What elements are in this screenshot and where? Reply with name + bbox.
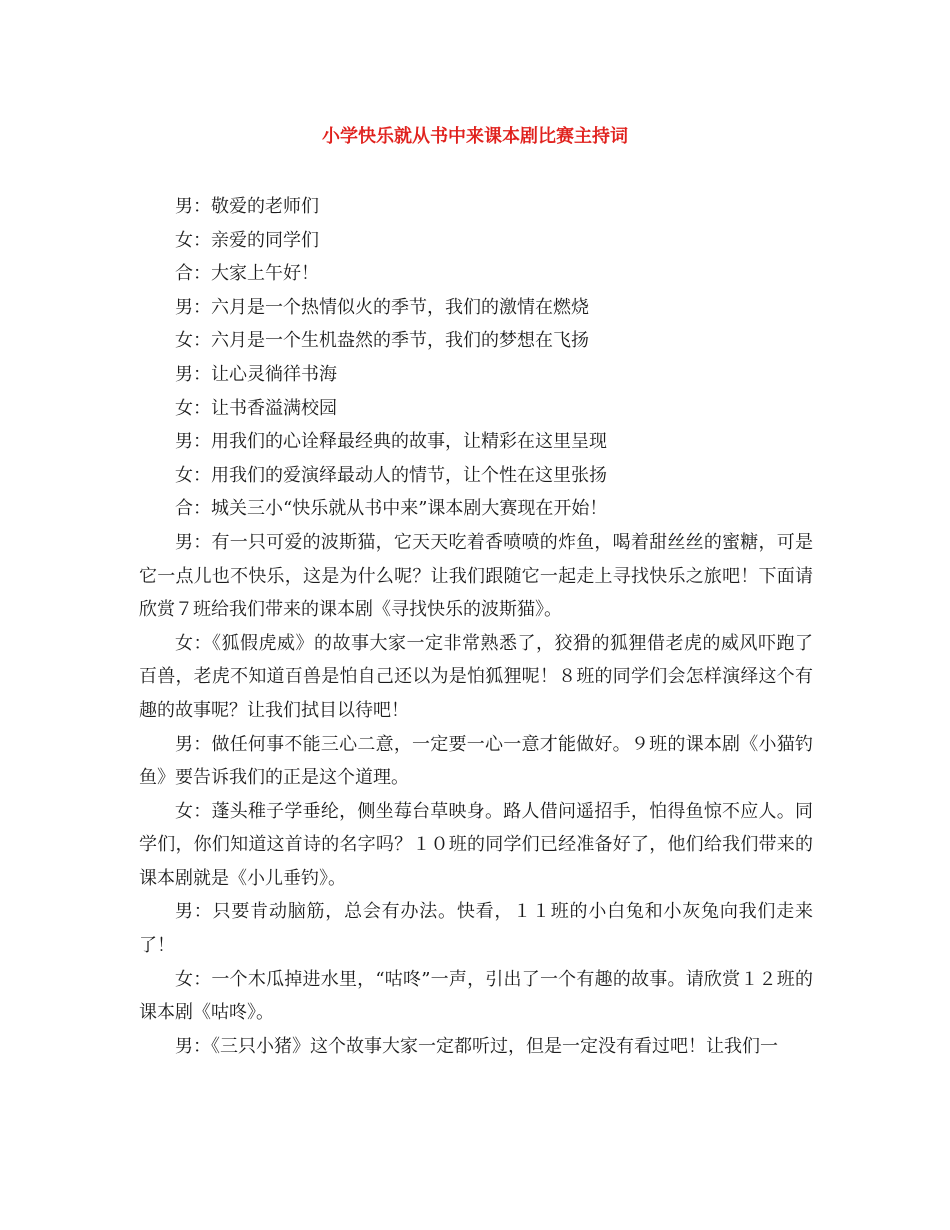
paragraph: 男：用我们的心诠释最经典的故事，让精彩在这里呈现 — [175, 431, 607, 453]
paragraph: 女：六月是一个生机盎然的季节，我们的梦想在飞扬 — [175, 330, 589, 352]
paragraph: 合：城关三小“快乐就从书中来”课本剧大赛现在开始！ — [175, 498, 608, 520]
paragraph: 女：用我们的爱演绎最动人的情节，让个性在这里张扬 — [175, 464, 607, 486]
paragraph: 女：让书香溢满校园 — [175, 397, 337, 419]
paragraph: 女：亲爱的同学们 — [175, 229, 319, 251]
paragraph: 男：只要肯动脑筋，总会有办法。快看，１１班的小白兔和小灰兔向我们走来了！ — [139, 901, 813, 957]
document-body — [139, 190, 813, 1063]
paragraph: 女：一个木瓜掉进水里，“咕咚”一声，引出了一个有趣的故事。请欣赏１２班的课本剧《咕咚》。 — [139, 968, 813, 1024]
document-title: 小学快乐就从书中来课本剧比赛主持词 — [322, 126, 628, 147]
paragraph: 女：《狐假虎威》的故事大家一定非常熟悉了，狡猾的狐狸借老虎的威风吓跑了百兽，老虎不知道百兽是怕自己还以为是怕狐狸呢！８班的同学们会怎样演绎这个有趣的故事呢？让我们拭目以待吧！ — [139, 632, 813, 721]
paragraph: 男：让心灵徜徉书海 — [175, 363, 337, 385]
paragraph: 男：六月是一个热情似火的季节，我们的激情在燃烧 — [175, 296, 589, 318]
paragraph: 男：做任何事不能三心二意，一定要一心一意才能做好。９班的课本剧《小猫钓鱼》要告诉我们的正是这个道理。 — [139, 733, 813, 789]
paragraph: 男：《三只小猪》这个故事大家一定都听过，但是一定没有看过吧！让我们一 — [175, 1035, 778, 1057]
paragraph: 男：有一只可爱的波斯猫，它天天吃着香喷喷的炸鱼，喝着甜丝丝的蜜糖，可是它一点儿也不快乐，这是为什么呢？让我们跟随它一起走上寻找快乐之旅吧！下面请欣赏７班给我们带来的课本剧《寻找快乐的波斯猫》。 — [139, 531, 813, 621]
paragraph: 女：蓬头稚子学垂纶，侧坐莓台草映身。路人借问遥招手，怕得鱼惊不应人。同学们，你们知道这首诗的名字吗？１０班的同学们已经准备好了，他们给我们带来的课本剧就是《小儿垂钓》。 — [139, 800, 813, 889]
paragraph: 男：敬爱的老师们 — [175, 196, 319, 217]
paragraph: 合：大家上午好！ — [175, 263, 319, 285]
